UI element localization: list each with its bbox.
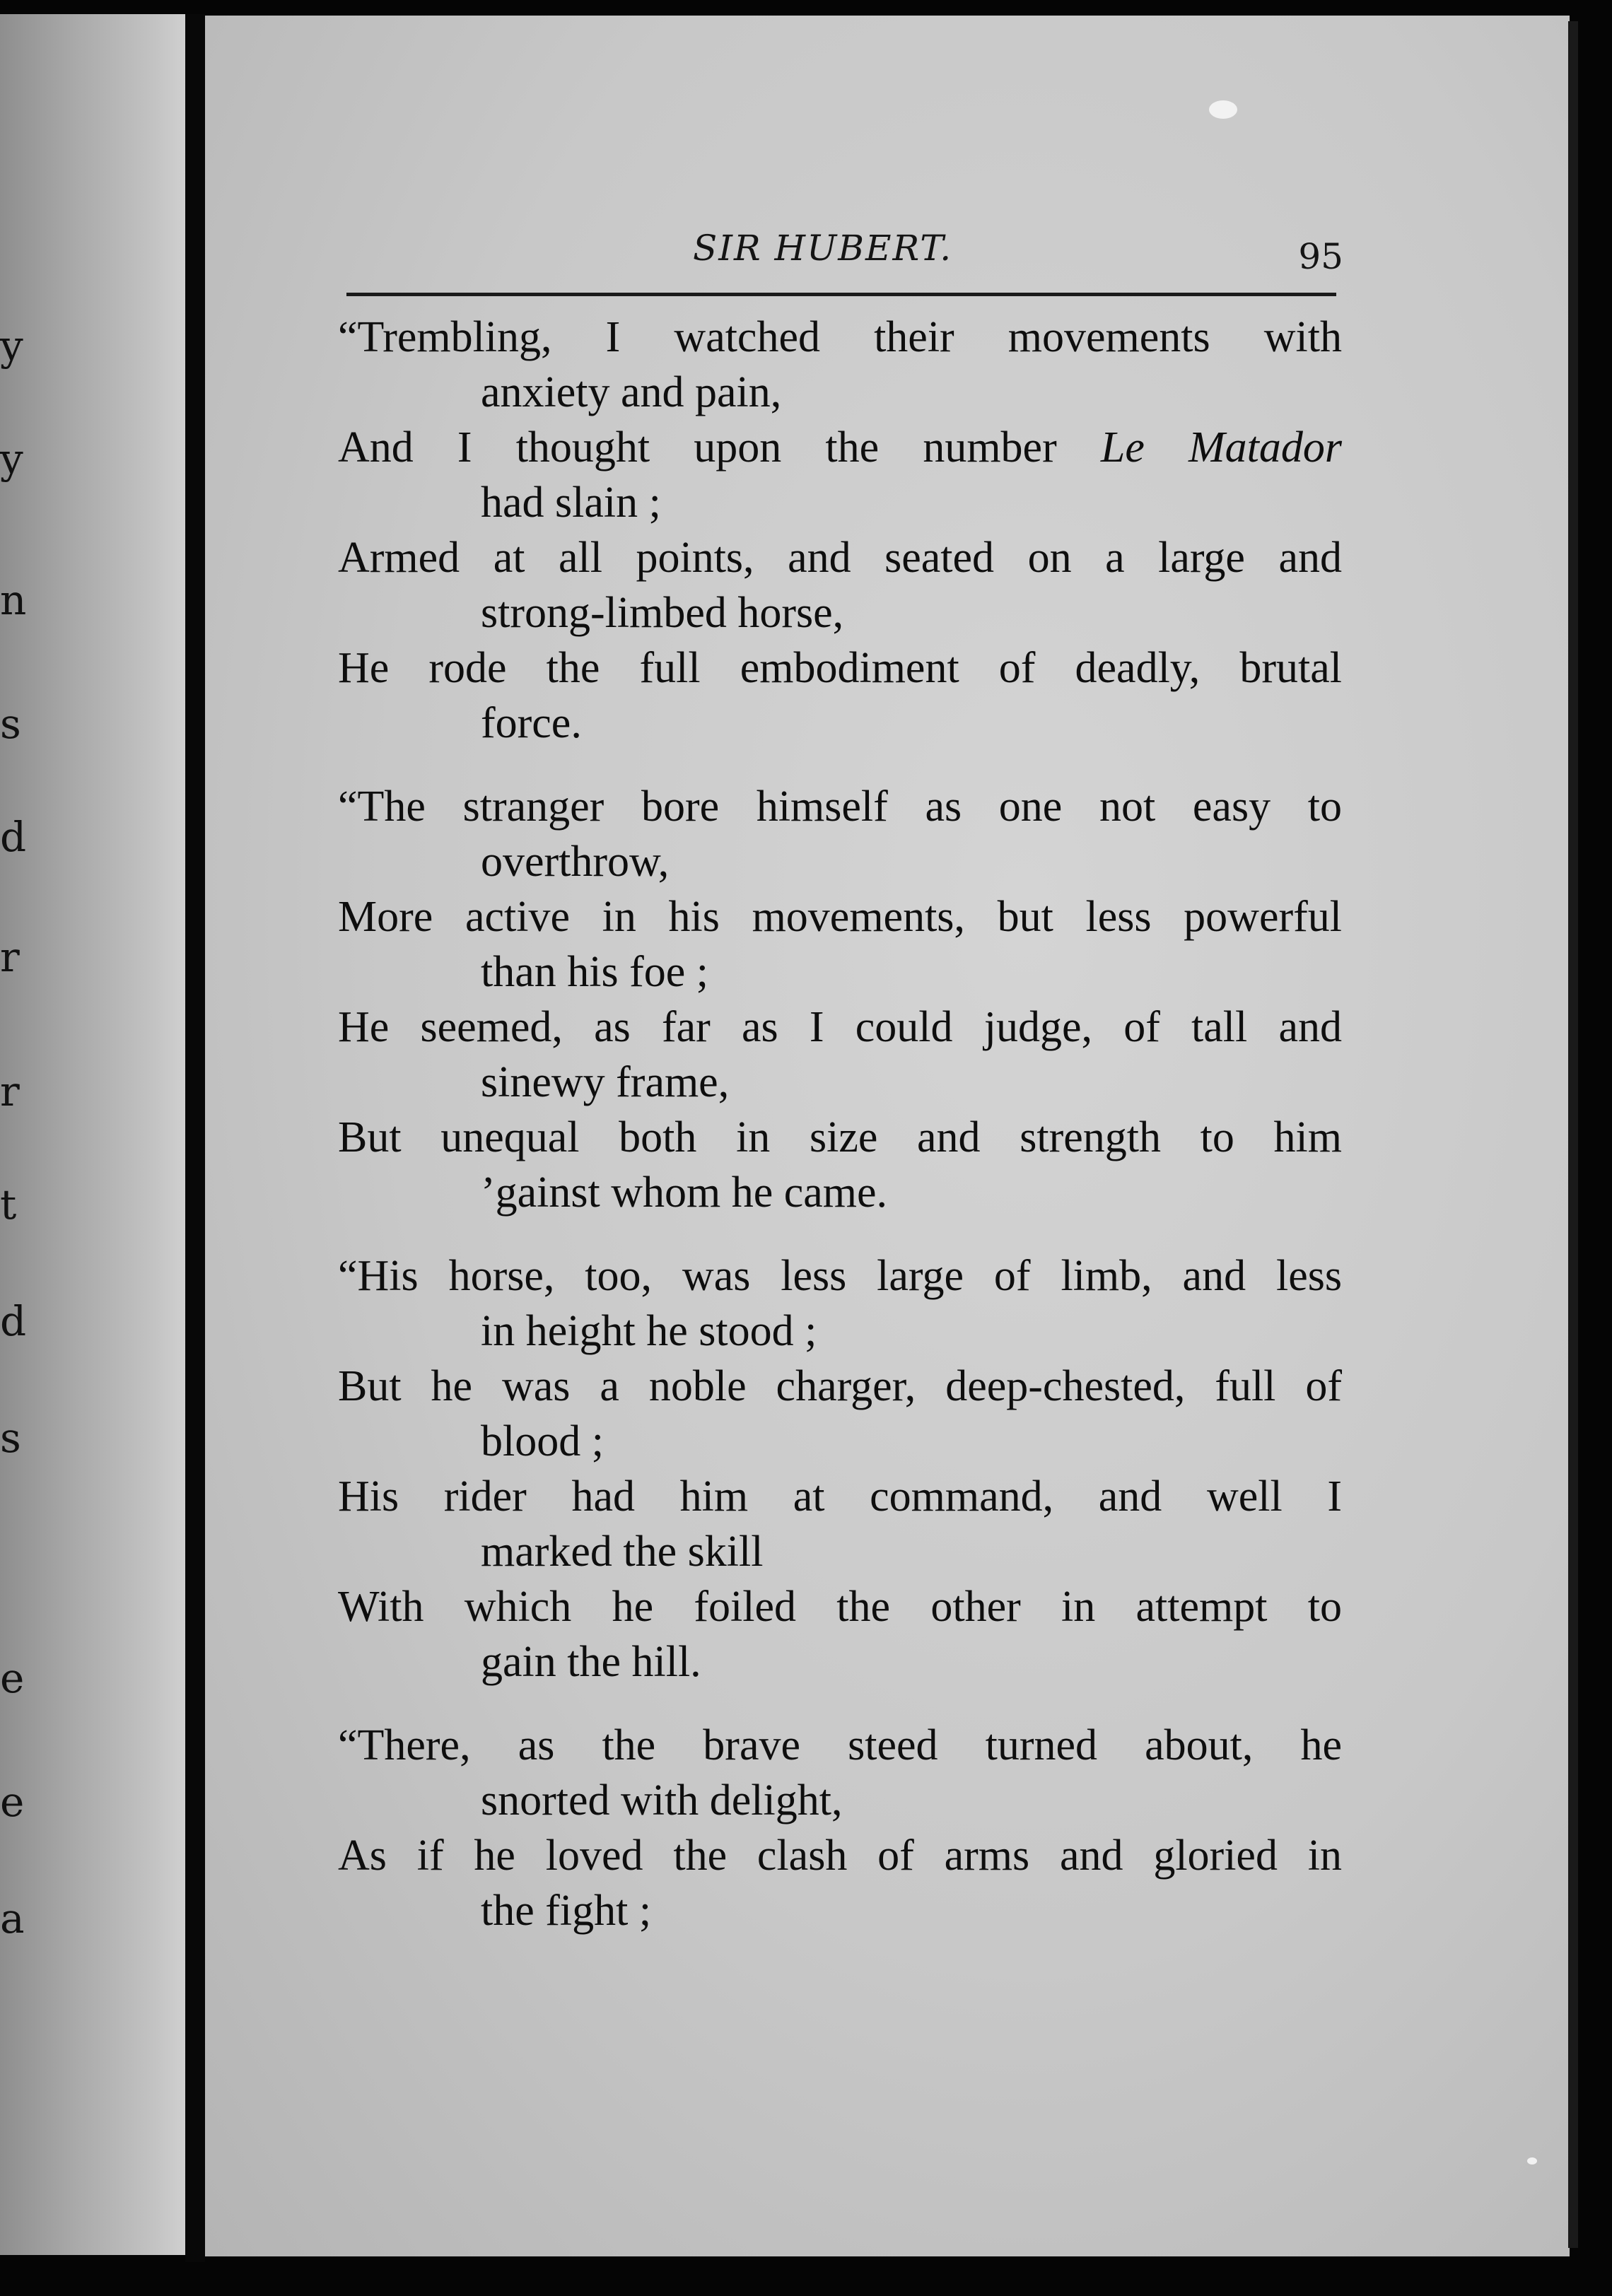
verse-line: “His horse, too, was less large of limb, and less xyxy=(338,1252,1342,1300)
verse-line: But unequal both in size and strength to him xyxy=(338,1113,1342,1161)
verse-line: More active in his movements, but less powerful xyxy=(338,893,1342,941)
verse-line: “The stranger bore himself as one not easy to xyxy=(338,783,1342,831)
header-rule xyxy=(346,293,1336,296)
verse-line: “Trembling, I watched their movements with xyxy=(338,313,1342,361)
verse-line: But he was a noble charger, deep-chested, full of xyxy=(338,1362,1342,1410)
margin-letter: y xyxy=(0,435,23,483)
stanza xyxy=(338,1248,1342,1689)
verse-line-continuation: marked the skill xyxy=(481,1528,764,1576)
verse-line xyxy=(338,420,1342,475)
margin-letter: d xyxy=(0,1297,27,1345)
margin-letter: s xyxy=(0,1414,21,1462)
verse-line: His rider had him at command, and well I xyxy=(338,1472,1342,1521)
margin-letter: e xyxy=(0,1654,25,1702)
margin-letter: r xyxy=(0,933,20,981)
book-gutter xyxy=(185,14,205,2262)
margin-letter: n xyxy=(0,576,27,624)
margin-letter: a xyxy=(0,1894,25,1943)
verse-line: As if he loved the clash of arms and gloried in xyxy=(338,1832,1342,1880)
paper-speck xyxy=(1209,100,1237,119)
verse-line-continuation: strong-limbed horse, xyxy=(481,589,844,637)
verse-line-continuation: blood ; xyxy=(481,1417,604,1465)
margin-letter: e xyxy=(0,1778,25,1826)
verse-line-continuation: than his foe ; xyxy=(481,948,708,996)
margin-letter: y xyxy=(0,322,23,370)
italic-name: Le Matador xyxy=(1100,423,1342,472)
verse-line: “There, as the brave steed turned about, he xyxy=(338,1721,1342,1769)
verse-line-continuation: anxiety and pain, xyxy=(481,368,782,416)
verse-line-continuation: overthrow, xyxy=(481,838,670,886)
margin-letter: s xyxy=(0,700,21,748)
stanza xyxy=(338,1718,1342,1938)
verse-line-continuation: force. xyxy=(481,699,582,747)
verse-line-continuation: in height he stood ; xyxy=(481,1307,817,1355)
verse-line-continuation: ’gainst whom he came. xyxy=(481,1168,888,1217)
verse-line-continuation: gain the hill. xyxy=(481,1638,701,1686)
page-number: 95 xyxy=(1298,236,1343,277)
poem-text xyxy=(338,310,1342,1967)
page-right-edge xyxy=(1568,21,1578,2248)
margin-letter: r xyxy=(0,1067,20,1115)
page-header xyxy=(346,228,1343,305)
paper-speck xyxy=(1527,2157,1537,2165)
verse-line-text: And I thought upon the number xyxy=(338,423,1101,472)
stanza xyxy=(338,310,1342,751)
stanza xyxy=(338,779,1342,1220)
verse-line-continuation: the fight ; xyxy=(481,1887,652,1935)
verse-line: He seemed, as far as I could judge, of tall and xyxy=(338,1003,1342,1051)
verse-line-continuation: snorted with delight, xyxy=(481,1776,843,1824)
verse-line-continuation: sinewy frame, xyxy=(481,1058,730,1106)
margin-letter: t xyxy=(0,1181,17,1229)
verse-line: With which he foiled the other in attempt to xyxy=(338,1583,1342,1631)
margin-letter: d xyxy=(0,813,27,861)
facing-page-edge xyxy=(0,14,185,2255)
running-title: SIR HUBERT. xyxy=(693,228,953,269)
verse-line: Armed at all points, and seated on a large and xyxy=(338,534,1342,582)
verse-line-continuation: had slain ; xyxy=(481,479,661,527)
verse-line: He rode the full embodiment of deadly, brutal xyxy=(338,644,1342,692)
